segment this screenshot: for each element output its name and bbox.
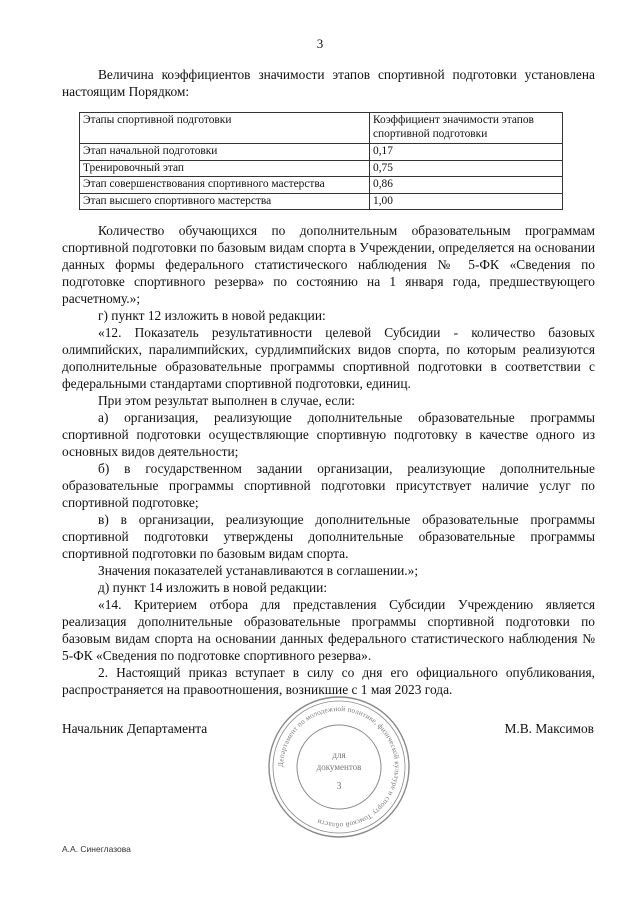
official-stamp	[266, 694, 412, 840]
table-cell-coefficient: 0,86	[370, 177, 563, 194]
stamp-ring-text: Департамент по молодежной политике, физической культуре и спорту Томской области	[276, 704, 402, 830]
table-row	[80, 193, 563, 210]
paragraph: «14. Критерием отбора для представления Субсидии Учреждению является реализация дополнительные образовательные программы спортивной подготовки по базовым видам спорта на основании данных федерального статистического наблюдения № 5-ФК «Сведения по подготовке спортивного резерва».	[62, 597, 595, 663]
table-cell-coefficient: 1,00	[370, 193, 563, 210]
table-cell-coefficient: 0,75	[370, 160, 563, 177]
table-cell-coefficient: 0,17	[370, 144, 563, 161]
paragraph: д) пункт 14 изложить в новой редакции:	[98, 580, 328, 595]
paragraph: Количество обучающихся по дополнительным образовательным программам спортивной подготовки по базовым видам спорта в Учреждении, определяется на основании данных формы федерального статистического наблюдения № 5-ФК «Сведения по подготовке спортивного резерва» по состоянию на 1 января года, предшествующего расчетному.»;	[62, 223, 595, 306]
table-row	[80, 177, 563, 194]
executor-name: А.А. Синеглазова	[62, 844, 131, 854]
table-cell-stage: Этап начальной подготовки	[80, 144, 370, 161]
signature-position: Начальник Департамента	[62, 721, 208, 736]
table-cell-stage: Этап совершенствования спортивного мастерства	[80, 177, 370, 194]
document-body	[62, 222, 595, 698]
stages-table	[79, 112, 563, 210]
signature-name: М.В. Максимов	[504, 721, 594, 736]
table-row	[80, 160, 563, 177]
intro-paragraph: Величина коэффициентов значимости этапов спортивной подготовки установлена настоящим Порядком:	[62, 67, 595, 99]
paragraph: а) организация, реализующие дополнительные образовательные программы спортивной подготовки осуществляющие спортивную подготовку в качестве одного из основных видов деятельности;	[62, 410, 595, 459]
page-number: 3	[316, 36, 324, 51]
paragraph: «12. Показатель результативности целевой Субсидии - количество базовых олимпийских, паралимпийских, сурдлимпийских видов спорта, по которым реализуются дополнительные образовательные программы спортивной подготовки в соответствии с федеральными стандартами спортивной подготовки, единиц.	[62, 325, 595, 391]
paragraph: Значения показателей устанавливаются в соглашении.»;	[98, 563, 419, 578]
paragraph: в) в организации, реализующие дополнительные образовательные программы спортивной подготовки утверждены дополнительные образовательные программы спортивной подготовки по базовым видам спорта.	[62, 512, 595, 561]
table-header-coefficient: Коэффициент значимости этапов спортивной подготовки	[370, 113, 563, 144]
paragraph: При этом результат выполнен в случае, если:	[98, 393, 355, 408]
paragraph: 2. Настоящий приказ вступает в силу со дня его официального опубликования, распространяется на правоотношения, возникшие с 1 мая 2023 года.	[62, 665, 595, 697]
stamp-center-line1: для	[332, 750, 346, 760]
paragraph: г) пункт 12 изложить в новой редакции:	[98, 308, 326, 323]
table-cell-stage: Этап высшего спортивного мастерства	[80, 193, 370, 210]
paragraph: б) в государственном задании организации, реализующие дополнительные образовательные программы спортивной подготовки присутствует наличие услуг по спортивной подготовке;	[62, 461, 595, 510]
stamp-number: 3	[336, 781, 342, 792]
table-header-stage: Этапы спортивной подготовки	[80, 113, 370, 144]
stamp-center-line2: документов	[316, 762, 362, 772]
table-cell-stage: Тренировочный этап	[80, 160, 370, 177]
table-header-row	[80, 113, 563, 144]
table-row	[80, 144, 563, 161]
